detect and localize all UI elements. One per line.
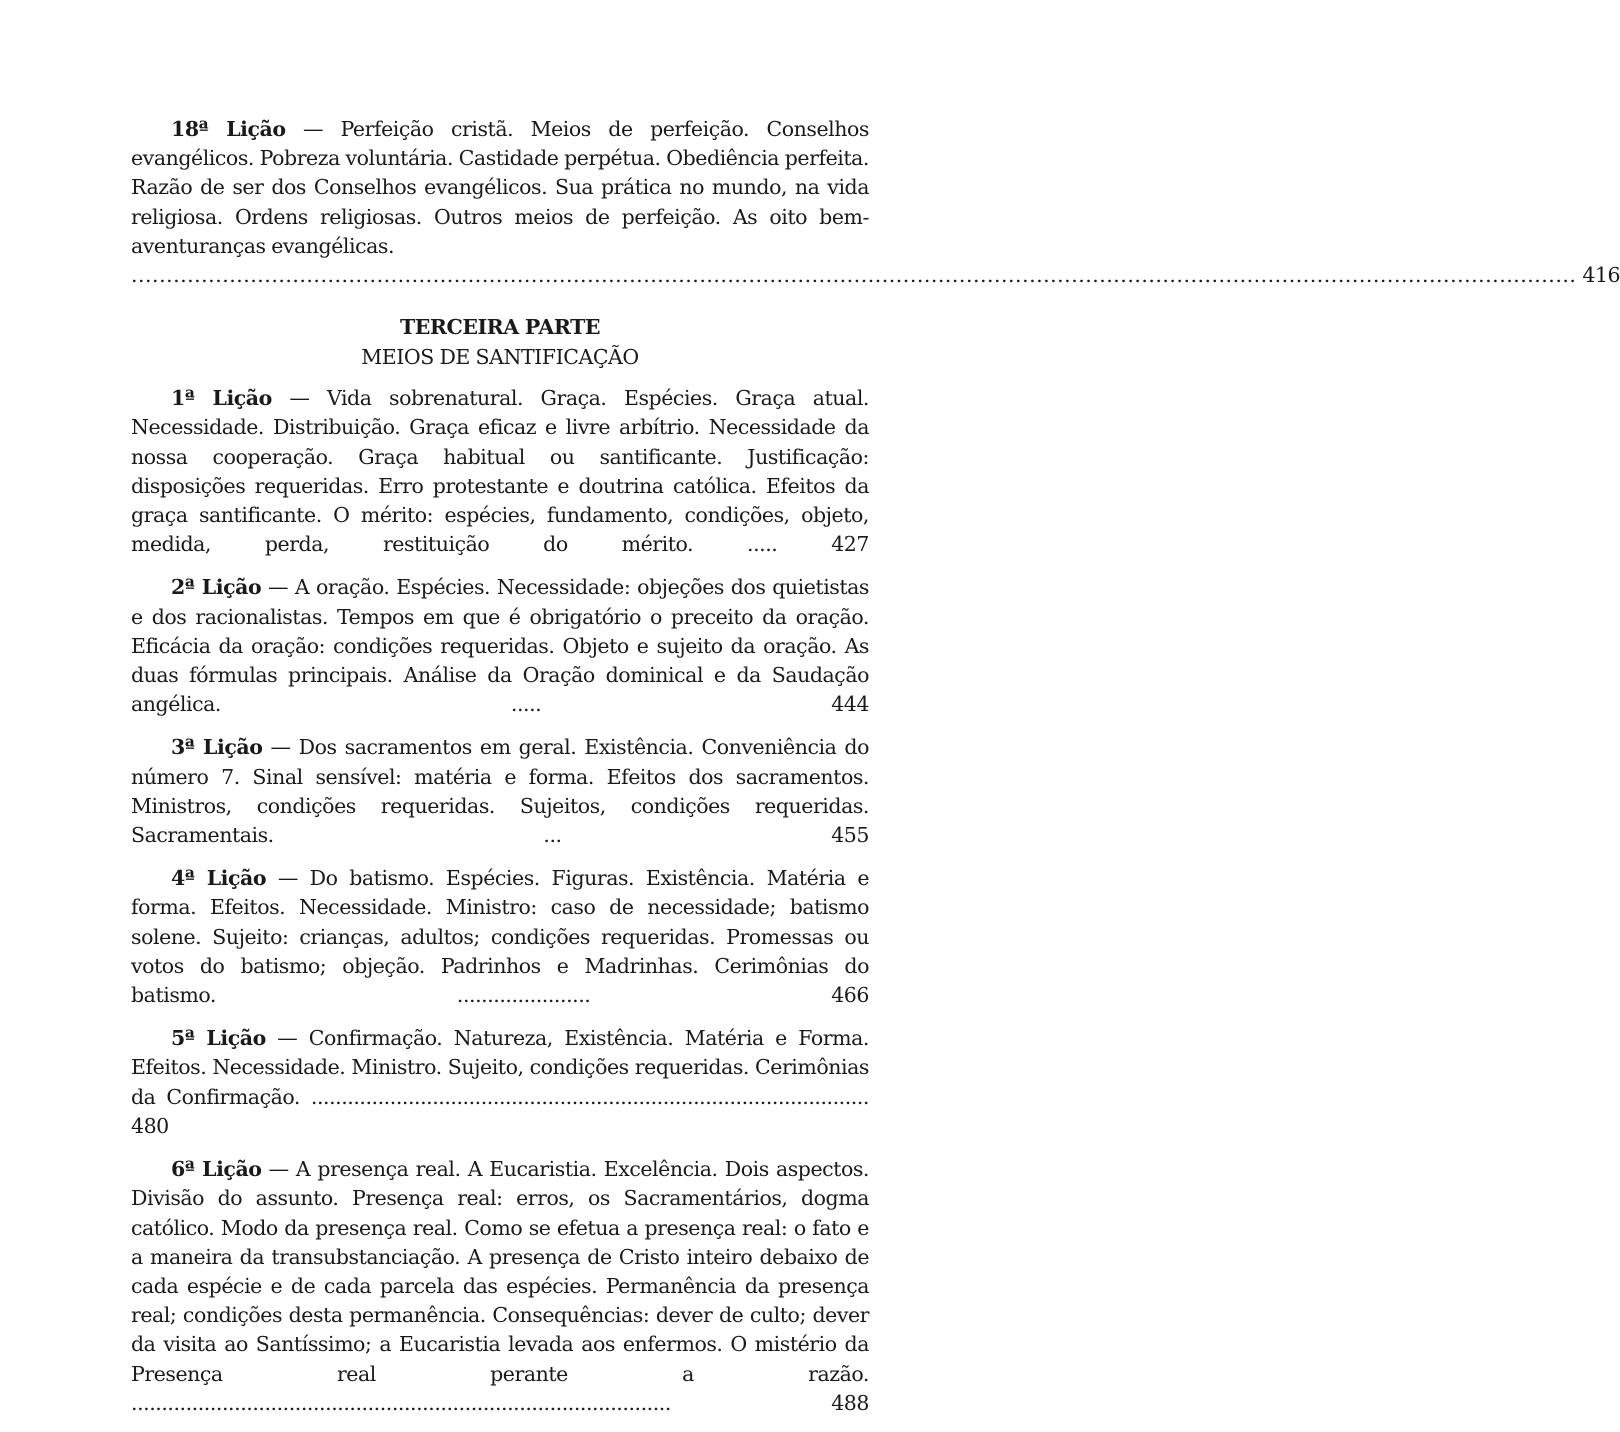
- part-title: TERCEIRA PARTE: [399, 315, 601, 340]
- lesson-summary: — Dos sacramentos em geral. Existência. Conveniência do número 7. Sinal sensível: matéria e forma. Efeitos dos sacramentos. Ministros, condições requeridas. Sujeitos, condições requeridas. Sacramentais. ... 455: [131, 735, 870, 848]
- lesson-label: 4ª Lição: [171, 866, 267, 891]
- toc-entry-lesson-4: [131, 864, 869, 1010]
- lesson-label: 6ª Lição: [171, 1157, 262, 1182]
- lesson-label: 18ª Lição: [171, 117, 286, 141]
- toc-entry-lesson-2: [131, 573, 869, 719]
- toc-entry-lesson-3: [131, 733, 869, 850]
- lesson-summary: — A oração. Espécies. Necessidade: objeções dos quietistas e dos racionalistas. Tempos em que é obrigatório o preceito da oração. Eficácia da oração: condições requeridas. Objeto e sujeito da oração. As duas fórmulas principais. Análise da Oração dominical e da Saudação angélica. ..... 444: [131, 575, 870, 717]
- toc-entry-lesson-18: [131, 115, 1620, 290]
- lesson-label: 1ª Lição: [171, 386, 272, 411]
- table-of-contents-page: [131, 115, 1620, 1432]
- lesson-summary: — A presença real. A Eucaristia. Excelência. Dois aspectos. Divisão do assunto. Presença real: erros, os Sacramentários, dogma católico. Modo da presença real. Como se efetua a presença real: o fato e a maneira da transubstanciação. A presença de Cristo inteiro debaixo de cada espécie e de cada parcela das espécies. Permanência da presença real; condições desta permanência. Consequências: dever de culto; dever da visita ao Santíssimo; a Eucaristia levada aos enfermos. O mistério da Presença real perante a razão. ......................................................................................... 488: [131, 1157, 869, 1415]
- page-number: 416: [1582, 263, 1620, 288]
- part-heading: [131, 312, 869, 372]
- lesson-label: 3ª Lição: [171, 735, 263, 760]
- lesson-summary: — Confirmação. Natureza, Existência. Matéria e Forma. Efeitos. Necessidade. Ministro. Sujeito, condições requeridas. Cerimônias da Confirmação. ............................................................................................ 480: [131, 1026, 869, 1138]
- lesson-summary: — Vida sobrenatural. Graça. Espécies. Graça atual. Necessidade. Distribuição. Graça eficaz e livre arbítrio. Necessidade da nossa cooperação. Graça habitual ou santificante. Justificação: disposições requeridas. Erro protestante e doutrina católica. Efeitos da graça santificante. O mérito: espécies, fundamento, condições, objeto, medida, perda, restituição do mérito. ..... 427: [131, 386, 869, 557]
- dot-leader: ..............................................................................................................................................................................................................: [131, 263, 1577, 288]
- dot-leader-line: [131, 261, 1620, 290]
- toc-entry-lesson-6: [131, 1155, 869, 1418]
- part-subtitle: MEIOS DE SANTIFICAÇÃO: [361, 345, 639, 370]
- toc-entry-lesson-5: [131, 1024, 869, 1141]
- lesson-label: 2ª Lição: [171, 575, 262, 600]
- toc-entry-lesson-1: [131, 384, 869, 559]
- lesson-summary: — Perfeição cristã. Meios de perfeição. Conselhos evangélicos. Pobreza voluntária. Castidade perpétua. Obediência perfeita. Razão de ser dos Conselhos evangélicos. Sua prática no mundo, na vida religiosa. Ordens religiosas. Outros meios de perfeição. As oito bem-aventuranças evangélicas.: [131, 117, 869, 258]
- lesson-summary: — Do batismo. Espécies. Figuras. Existência. Matéria e forma. Efeitos. Necessidade. Ministro: caso de necessidade; batismo solene. Sujeito: crianças, adultos; condições requeridas. Promessas ou votos do batismo; objeção. Padrinhos e Madrinhas. Cerimônias do batismo. ...................... 466: [131, 866, 870, 1008]
- lesson-label: 5ª Lição: [171, 1026, 266, 1051]
